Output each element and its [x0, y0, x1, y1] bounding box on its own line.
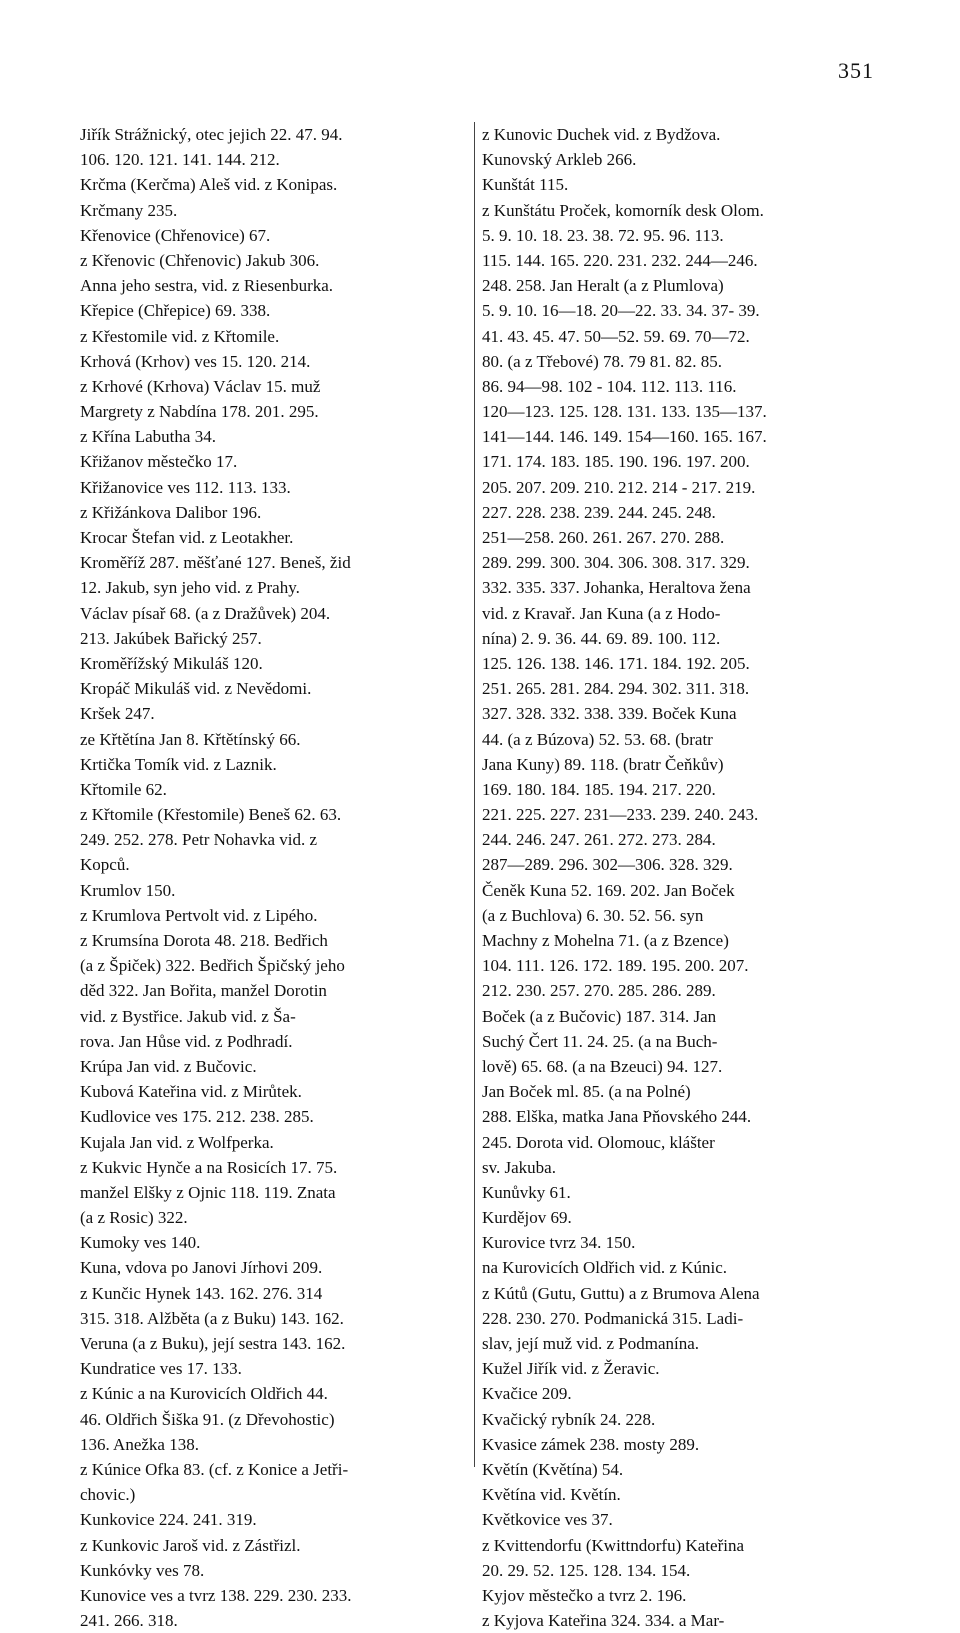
index-line: 20. 29. 52. 125. 128. 134. 154.	[482, 1560, 691, 1580]
index-line: 289. 299. 300. 304. 306. 308. 317. 329.	[482, 553, 750, 573]
index-line: 171. 174. 183. 185. 190. 196. 197. 200.	[482, 452, 750, 472]
index-line: 249. 252. 278. Petr Nohavka vid. z	[80, 830, 318, 850]
index-line: 115. 144. 165. 220. 231. 232. 244—246.	[482, 250, 758, 270]
index-line: Kropáč Mikuláš vid. z Nevědomi.	[80, 679, 312, 699]
index-line: slav, její muž vid. z Podmanína.	[482, 1334, 700, 1353]
index-line: Kunovice ves a tvrz 138. 229. 230. 233.	[80, 1585, 352, 1605]
index-line: vid. z Bystřice. Jakub vid. z Ša-	[80, 1006, 296, 1026]
index-line: 169. 180. 184. 185. 194. 217. 220.	[482, 779, 716, 799]
index-line: Květín (Květína) 54.	[482, 1459, 624, 1479]
index-line: z Kútů (Gutu, Guttu) a z Brumova Alena	[482, 1283, 760, 1303]
index-line: 315. 318. Alžběta (a z Buku) 143. 162.	[80, 1308, 344, 1328]
index-line: lově) 65. 68. (a na Bzeuci) 94. 127.	[482, 1056, 723, 1076]
index-line: 44. (a z Búzova) 52. 53. 68. (bratr	[482, 729, 713, 749]
index-line: 244. 246. 247. 261. 272. 273. 284.	[482, 830, 716, 850]
index-line: manžel Elšky z Ojnic 118. 119. Znata	[80, 1182, 336, 1202]
index-line: z Kvittendorfu (Kwittndorfu) Kateřina	[482, 1535, 744, 1555]
index-line: 213. Jakúbek Bařický 257.	[80, 628, 262, 648]
index-line: z Kunkovic Jaroš vid. z Zástřizl.	[80, 1535, 301, 1555]
index-line: Kyjov městečko a tvrz 2. 196.	[482, 1585, 687, 1605]
page-number: 351	[838, 58, 874, 83]
index-line: z Křína Labutha 34.	[80, 427, 216, 447]
index-line: Kubová Kateřina vid. z Mirůtek.	[80, 1082, 302, 1102]
index-line: 288. Elška, matka Jana Pňovského 244.	[482, 1107, 752, 1127]
index-line: Květkovice ves 37.	[482, 1510, 613, 1530]
index-line: z Kunovic Duchek vid. z Bydžova.	[482, 125, 721, 144]
index-line: 12. Jakub, syn jeho vid. z Prahy.	[80, 578, 300, 598]
index-line: z Křižánkova Dalibor 196.	[80, 502, 262, 522]
index-line: 221. 225. 227. 231—233. 239. 240. 243.	[482, 805, 759, 825]
index-line: Kundratice ves 17. 133.	[80, 1359, 242, 1379]
index-line: 86. 94—98. 102 - 104. 112. 113. 116.	[482, 376, 737, 396]
index-line: Krhová (Krhov) ves 15. 120. 214.	[80, 351, 311, 371]
index-line: Kvasice zámek 238. mosty 289.	[482, 1434, 700, 1454]
index-line: 248. 258. Jan Heralt (a z Plumlova)	[482, 276, 724, 296]
index-line: z Krumlova Pertvolt vid. z Lipého.	[80, 905, 318, 925]
index-line: (a z Špiček) 322. Bedřich Špičský jeho	[80, 956, 345, 976]
index-line: Kunůvky 61.	[482, 1182, 571, 1202]
index-line: Krčmany 235.	[80, 200, 178, 220]
index-line: 332. 335. 337. Johanka, Heraltova žena	[482, 578, 751, 598]
index-line: Kudlovice ves 175. 212. 238. 285.	[80, 1107, 314, 1127]
index-line: na Kurovicích Oldřich vid. z Kúnic.	[482, 1258, 728, 1278]
index-line: z Kúnice Ofka 83. (cf. z Konice a Jetři-	[80, 1459, 349, 1479]
index-column-left	[80, 122, 476, 1633]
column-divider	[474, 122, 475, 1467]
index-line: (a z Buchlova) 6. 30. 52. 56. syn	[482, 905, 704, 925]
index-line: 205. 207. 209. 210. 212. 214 - 217. 219.	[482, 477, 756, 497]
index-line: Kunovský Arkleb 266.	[482, 150, 637, 170]
index-line: Kunštát 115.	[482, 175, 569, 195]
index-line: Křižanov městečko 17.	[80, 452, 238, 472]
index-line: 106. 120. 121. 141. 144. 212.	[80, 150, 280, 170]
index-line: Krúpa Jan vid. z Bučovic.	[80, 1056, 257, 1076]
index-line: z Krhové (Krhova) Václav 15. muž	[80, 376, 321, 396]
index-line: z Kukvic Hynče a na Rosicích 17. 75.	[80, 1157, 338, 1177]
index-line: Krtička Tomík vid. z Laznik.	[80, 754, 277, 774]
index-line: Kršek 247.	[80, 704, 155, 724]
index-line: z Kyjova Kateřina 324. 334. a Mar-	[482, 1611, 725, 1631]
index-line: z Křestomile vid. z Křtomile.	[80, 326, 280, 346]
index-line: Krocar Štefan vid. z Leotakher.	[80, 528, 294, 547]
index-line: Kroměřížský Mikuláš 120.	[80, 653, 263, 673]
index-line: Kvačický rybník 24. 228.	[482, 1409, 656, 1429]
index-line: Veruna (a z Buku), její sestra 143. 162.	[80, 1334, 346, 1353]
index-line: 212. 230. 257. 270. 285. 286. 289.	[482, 981, 716, 1001]
index-line: Jan Boček ml. 85. (a na Polné)	[482, 1082, 691, 1102]
index-line: 136. Anežka 138.	[80, 1434, 199, 1454]
index-line: z Krumsína Dorota 48. 218. Bedřich	[80, 931, 328, 950]
index-line: Boček (a z Bučovic) 187. 314. Jan	[482, 1006, 717, 1026]
index-line: Krumlov 150.	[80, 880, 176, 900]
index-line: Kurdějov 69.	[482, 1208, 572, 1228]
index-line: Krčma (Kerčma) Aleš vid. z Konipas.	[80, 175, 338, 195]
index-line: z Kunštátu Proček, komorník desk Olom.	[482, 200, 764, 220]
index-line: 104. 111. 126. 172. 189. 195. 200. 207.	[482, 956, 749, 976]
index-column-right	[482, 122, 878, 1633]
index-line: Jiřík Strážnický, otec jejich 22. 47. 94.	[80, 125, 343, 144]
index-line: 5. 9. 10. 18. 23. 38. 72. 95. 96. 113.	[482, 225, 724, 245]
index-line: 80. (a z Třebové) 78. 79 81. 82. 85.	[482, 351, 722, 371]
index-line: 46. Oldřich Šiška 91. (z Dřevohostic)	[80, 1409, 335, 1429]
index-line: 41. 43. 45. 47. 50—52. 59. 69. 70—72.	[482, 326, 750, 346]
index-line: Jana Kuny) 89. 118. (bratr Čeňkův)	[482, 754, 724, 774]
index-line: Čeněk Kuna 52. 169. 202. Jan Boček	[482, 880, 735, 900]
index-line: Kužel Jiřík vid. z Žeravic.	[482, 1359, 660, 1379]
index-line: Suchý Čert 11. 24. 25. (a na Buch-	[482, 1031, 718, 1051]
index-line: Kujala Jan vid. z Wolfperka.	[80, 1132, 274, 1152]
index-line: Kvačice 209.	[482, 1384, 572, 1404]
index-line: chovic.)	[80, 1485, 136, 1505]
index-line: z Křenovic (Chřenovic) Jakub 306.	[80, 250, 320, 270]
index-line: 251. 265. 281. 284. 294. 302. 311. 318.	[482, 679, 750, 699]
index-line: 141—144. 146. 149. 154—160. 165. 167.	[482, 427, 767, 447]
index-line: Křtomile 62.	[80, 779, 167, 799]
index-line: Kunkovice 224. 241. 319.	[80, 1510, 257, 1530]
index-line: Kroměříž 287. měšťané 127. Beneš, žid	[80, 553, 351, 573]
index-line: ze Křtětína Jan 8. Křtětínský 66.	[80, 729, 301, 749]
index-line: vid. z Kravař. Jan Kuna (a z Hodo-	[482, 603, 721, 623]
index-line: Křižanovice ves 112. 113. 133.	[80, 477, 291, 497]
index-line: 125. 126. 138. 146. 171. 184. 192. 205.	[482, 653, 750, 673]
index-line: Kopců.	[80, 855, 130, 875]
index-line: 245. Dorota vid. Olomouc, klášter	[482, 1132, 715, 1152]
index-line: Kuna, vdova po Janovi Jírhovi 209.	[80, 1258, 323, 1278]
index-line: Květína vid. Květín.	[482, 1485, 621, 1505]
index-line: Václav písař 68. (a z Dražůvek) 204.	[80, 603, 331, 623]
index-line: 241. 266. 318.	[80, 1611, 178, 1631]
index-line: Křenovice (Chřenovice) 67.	[80, 225, 271, 245]
index-line: sv. Jakuba.	[482, 1157, 556, 1177]
index-line: 228. 230. 270. Podmanická 315. Ladi-	[482, 1308, 744, 1328]
index-line: Kunkóvky ves 78.	[80, 1560, 205, 1580]
index-line: Margrety z Nabdína 178. 201. 295.	[80, 402, 319, 422]
index-line: nína) 2. 9. 36. 44. 69. 89. 100. 112.	[482, 628, 721, 648]
index-line: 227. 228. 238. 239. 244. 245. 248.	[482, 502, 716, 522]
index-line: z Kúnic a na Kurovicích Oldřich 44.	[80, 1384, 328, 1404]
index-line: rova. Jan Hůse vid. z Podhradí.	[80, 1031, 293, 1051]
index-line: 287—289. 296. 302—306. 328. 329.	[482, 855, 733, 875]
index-line: z Křtomile (Křestomile) Beneš 62. 63.	[80, 805, 342, 825]
index-line: 251—258. 260. 261. 267. 270. 288.	[482, 528, 725, 547]
index-line: (a z Rosic) 322.	[80, 1208, 188, 1228]
index-line: 120—123. 125. 128. 131. 133. 135—137.	[482, 402, 767, 422]
index-line: 5. 9. 10. 16—18. 20—22. 33. 34. 37- 39.	[482, 301, 760, 321]
index-line: Anna jeho sestra, vid. z Riesenburka.	[80, 276, 334, 296]
index-line: Kurovice tvrz 34. 150.	[482, 1233, 636, 1253]
index-line: z Kunčic Hynek 143. 162. 276. 314	[80, 1283, 323, 1303]
index-line: Křepice (Chřepice) 69. 338.	[80, 301, 271, 321]
index-line: Machny z Mohelna 71. (a z Bzence)	[482, 931, 729, 950]
index-line: 327. 328. 332. 338. 339. Boček Kuna	[482, 704, 737, 724]
index-line: Kumoky ves 140.	[80, 1233, 201, 1253]
index-line: děd 322. Jan Bořita, manžel Dorotin	[80, 981, 327, 1001]
